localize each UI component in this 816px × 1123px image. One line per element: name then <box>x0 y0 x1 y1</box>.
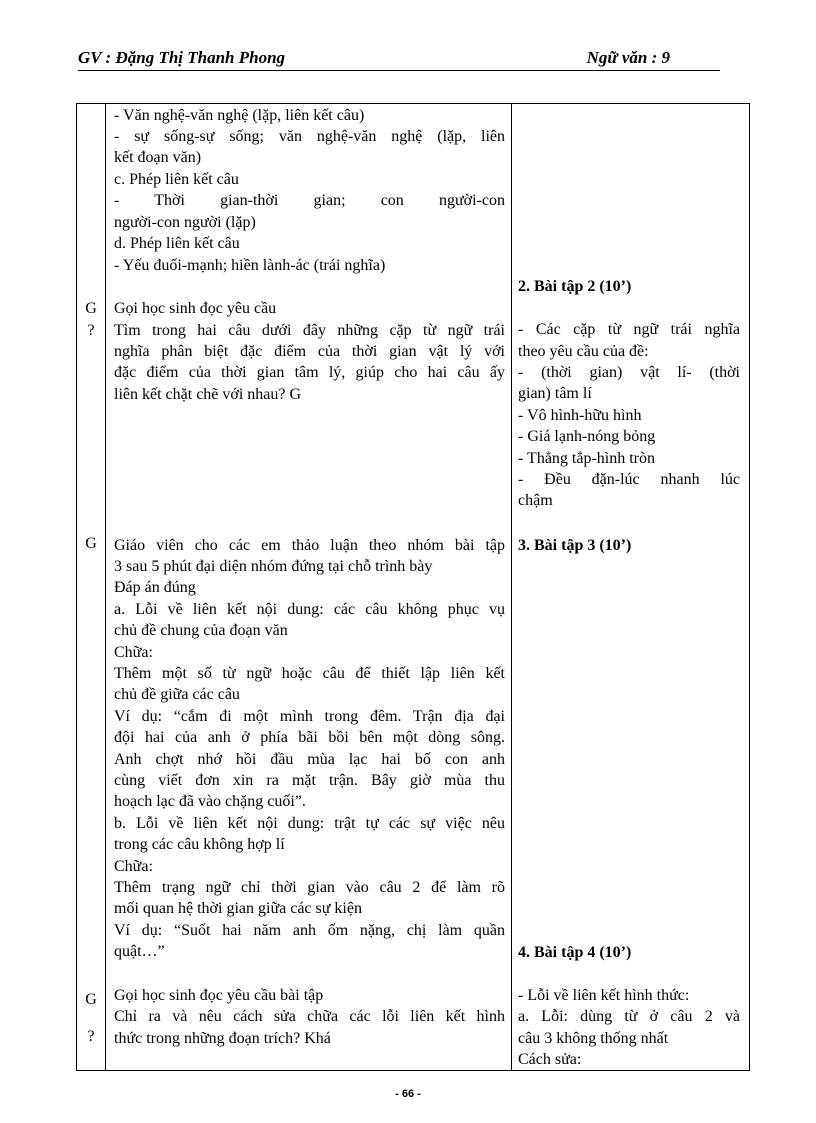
table-row <box>77 104 750 1071</box>
text-line: - sự sống-sự sống; văn nghệ-văn nghệ (lặp, liên <box>114 128 505 145</box>
text-line: liên kết chặt chẽ với nhau? G <box>114 386 302 403</box>
page-header <box>78 46 720 71</box>
text-line: Giáo viên cho các em thảo luận theo nhóm bài tập <box>114 537 505 554</box>
text-line: hoạch lạc đã vào chặng cuối”. <box>114 793 306 810</box>
text-line: đặc điểm của thời gian tâm lý, giúp cho hai câu ấy <box>114 364 505 381</box>
text-line: Anh chợt nhớ hồi đầu mùa lạc hai bố con anh <box>114 751 505 768</box>
activity-column <box>106 104 512 1071</box>
text-line: theo yêu cầu của đề: <box>518 343 649 360</box>
text-line: Chỉ ra và nêu cách sửa chữa các lỗi liên kết hình <box>114 1008 505 1025</box>
subject-name: Ngữ văn : 9 <box>586 48 670 67</box>
text-line: Chữa: <box>114 644 153 661</box>
exercise-heading: 2. Bài tập 2 (10’) <box>518 278 632 295</box>
text-line: - Đều đặn-lúc nhanh lúc <box>518 471 740 488</box>
exercise-heading: 4. Bài tập 4 (10’) <box>518 944 632 961</box>
text-line: Đáp án đúng <box>114 579 196 596</box>
marker-column <box>77 104 106 1071</box>
text-line: c. Phép liên kết câu <box>114 171 239 188</box>
text-line: người-con người (lặp) <box>114 214 256 231</box>
text-line: thức trong những đoạn trích? Khá <box>114 1030 331 1047</box>
text-line: b. Lỗi về liên kết nội dung: trật tự các sự việc nêu <box>114 815 505 832</box>
text-line: Chữa: <box>114 858 153 875</box>
marker-g: G <box>85 535 97 552</box>
text-line: đội hai của anh ở phía bãi bồi bên một dòng sông. <box>114 729 505 746</box>
marker-g: G <box>85 991 97 1008</box>
text-line: a. Lỗi: dùng từ ở câu 2 và <box>518 1008 740 1025</box>
text-line: Ví dụ: “Suốt hai năm anh ốm nặng, chị làm quần <box>114 922 505 939</box>
marker-g: G <box>85 300 97 317</box>
text-line: mối quan hệ thời gian giữa các sự kiện <box>114 900 362 917</box>
text-line: trong các câu không hợp lí <box>114 836 285 853</box>
text-line: - (thời gian) vật lí- (thời <box>518 364 740 381</box>
lesson-table <box>76 103 750 1071</box>
text-line: Thêm trạng ngữ chỉ thời gian vào câu 2 để làm rõ <box>114 879 505 896</box>
marker-question: ? <box>87 1028 95 1045</box>
text-line: Gọi học sinh đọc yêu cầu bài tập <box>114 987 324 1004</box>
text-line: gian) tâm lí <box>518 385 592 402</box>
text-line: - Các cặp từ ngữ trái nghĩa <box>518 321 740 338</box>
text-line: câu 3 không thống nhất <box>518 1030 669 1047</box>
text-line: chủ đề giữa các câu <box>114 686 240 703</box>
exercise-heading: 3. Bài tập 3 (10’) <box>518 537 632 554</box>
text-line: - Giá lạnh-nóng bỏng <box>518 428 656 445</box>
text-line: Thêm một số từ ngữ hoặc câu để thiết lập liên kết <box>114 665 505 682</box>
text-line: - Văn nghệ-văn nghệ (lặp, liên kết câu) <box>114 107 365 124</box>
text-line: quật…” <box>114 943 165 960</box>
text-line: - Lỗi về liên kết hình thức: <box>518 987 690 1004</box>
text-line: - Vô hình-hữu hình <box>518 407 642 424</box>
text-line: cùng viết đơn xin ra mặt trận. Bây giờ mùa thu <box>114 772 505 789</box>
marker-question: ? <box>87 322 95 339</box>
text-line: Ví dụ: “cắm đi một mình trong đêm. Trận địa đại <box>114 708 505 725</box>
page-number: - 66 - <box>395 1088 421 1100</box>
text-line: Gọi học sinh đọc yêu cầu <box>114 300 277 317</box>
text-line: - Thời gian-thời gian; con người-con <box>114 192 505 209</box>
content-column <box>512 104 750 1071</box>
text-line: - Yếu đuối-mạnh; hiền lành-ác (trái nghĩa) <box>114 257 386 274</box>
text-line: kết đoạn văn) <box>114 149 202 166</box>
text-line: d. Phép liên kết câu <box>114 235 240 252</box>
text-line: a. Lỗi về liên kết nội dung: các câu không phục vụ <box>114 601 505 618</box>
text-line: - Thẳng tắp-hình tròn <box>518 450 656 467</box>
text-line: chậm <box>518 492 553 509</box>
text-line: nghĩa phân biệt đặc điểm của thời gian vật lý với <box>114 343 505 360</box>
teacher-name: GV : Đặng Thị Thanh Phong <box>78 48 286 67</box>
text-line: Tìm trong hai câu dưới đây những cặp từ ngữ trái <box>114 322 505 339</box>
text-line: Cách sửa: <box>518 1051 582 1068</box>
text-line: 3 sau 5 phút đại diện nhóm đứng tại chỗ trình bày <box>114 558 433 575</box>
text-line: chủ đề chung của đoạn văn <box>114 622 288 639</box>
